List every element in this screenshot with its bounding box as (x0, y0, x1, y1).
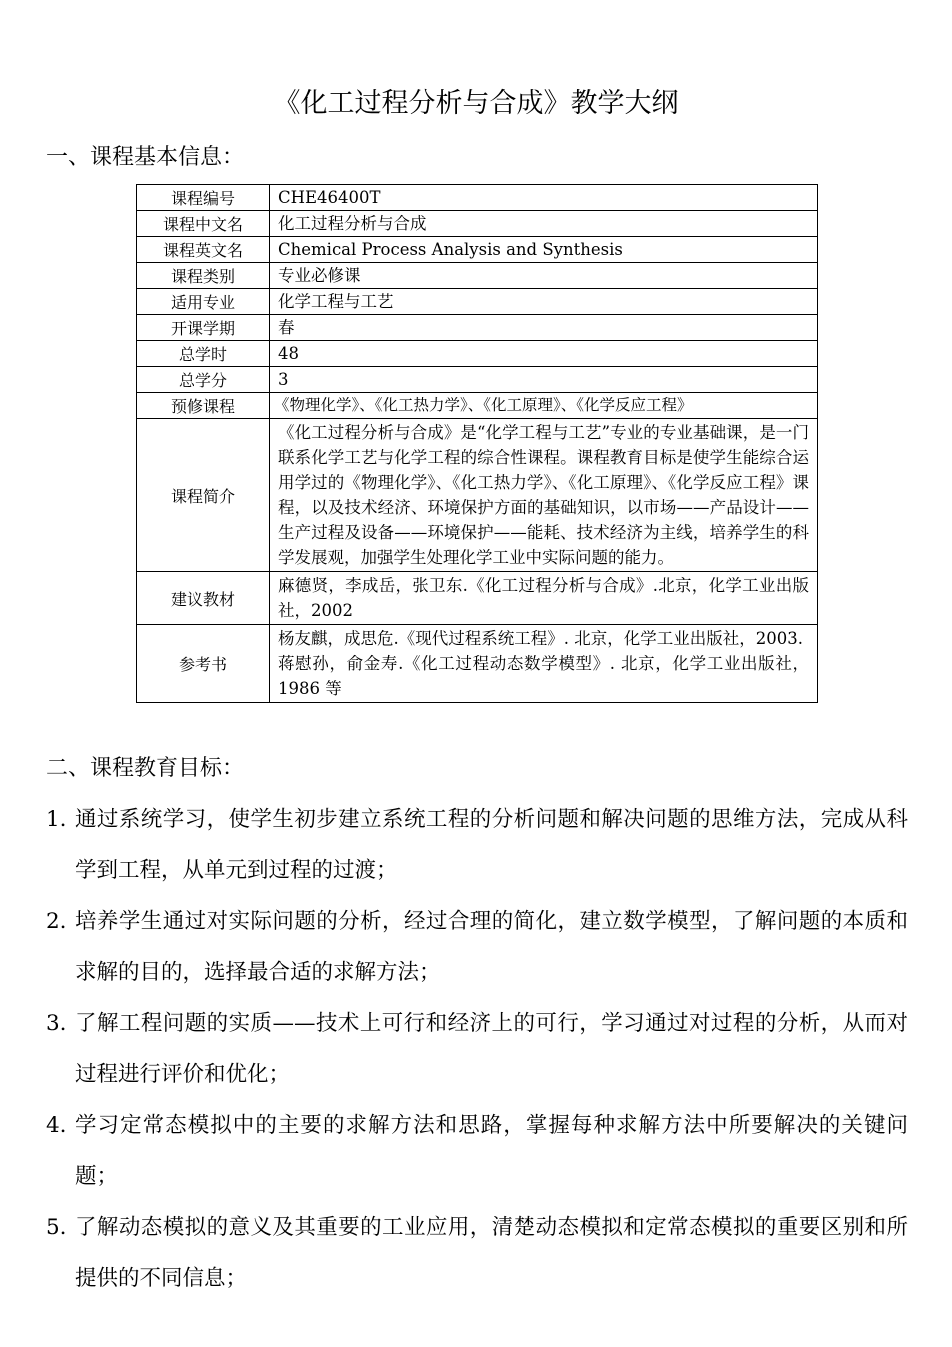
info-key: 课程类别 (137, 263, 270, 289)
reference-entry: 蒋慰孙，俞金寿.《化工过程动态数学模型》. 北京，化学工业出版社，1986 等 (278, 654, 809, 698)
info-key: 课程编号 (137, 185, 270, 211)
objective-text: 了解动态模拟的意义及其重要的工业应用，清楚动态模拟和定常态模拟的重要区别和所提供的不同信息； (75, 1215, 908, 1291)
info-row-textbook (137, 572, 818, 625)
info-row-english-name (137, 237, 818, 263)
info-key: 课程中文名 (137, 211, 270, 237)
reference-entry: 杨友麒，成思危.《现代过程系统工程》. 北京，化学工业出版社，2003. (278, 629, 803, 648)
section-heading-basic-info: 一、课程基本信息： (46, 145, 245, 170)
info-row-references (137, 625, 818, 703)
info-value: 化工过程分析与合成 (270, 211, 818, 237)
objective-text: 了解工程问题的实质——技术上可行和经济上的可行，学习通过对过程的分析，从而对过程进行评价和优化； (75, 1011, 908, 1087)
objective-text: 通过系统学习，使学生初步建立系统工程的分析问题和解决问题的思维方法，完成从科学到工程，从单元到过程的过渡； (75, 807, 908, 883)
info-value: 《物理化学》、《化工热力学》、《化工原理》、《化学反应工程》 (270, 393, 818, 419)
info-row-total-hours (137, 341, 818, 367)
info-row-major (137, 289, 818, 315)
info-row-prerequisites (137, 393, 818, 419)
objective-number: 3. (46, 1011, 67, 1036)
info-key: 总学分 (137, 367, 270, 393)
objective-item (46, 1202, 908, 1304)
info-value: 3 (270, 367, 818, 393)
info-row-chinese-name (137, 211, 818, 237)
objective-text: 学习定常态模拟中的主要的求解方法和思路，掌握每种求解方法中所要解决的关键问题； (75, 1113, 908, 1189)
info-row-semester (137, 315, 818, 341)
info-value: Chemical Process Analysis and Synthesis (270, 237, 818, 263)
objective-text: 培养学生通过对实际问题的分析，经过合理的简化，建立数学模型，了解问题的本质和求解的目的，选择最合适的求解方法； (75, 909, 908, 985)
objective-number: 5. (46, 1215, 67, 1240)
info-value: 48 (270, 341, 818, 367)
objective-item (46, 794, 908, 896)
info-value-references (270, 625, 818, 703)
info-key: 课程简介 (137, 419, 270, 572)
info-key: 课程英文名 (137, 237, 270, 263)
info-value: CHE46400T (270, 185, 818, 211)
course-info-table (136, 184, 818, 703)
info-row-description (137, 419, 818, 572)
objectives-list (46, 794, 908, 1304)
objective-item (46, 998, 908, 1100)
info-key: 预修课程 (137, 393, 270, 419)
info-value: 化学工程与工艺 (270, 289, 818, 315)
info-value: 《化工过程分析与合成》是“化学工程与工艺”专业的专业基础课，是一门联系化学工艺与化学工程的综合性课程。课程教育目标是使学生能综合运用学过的《物理化学》、《化工热力学》、《化工原理》、《化学反应工程》课程，以及技术经济、环境保护方面的基础知识，以市场——产品设计——生产过程及设备——环境保护——能耗、技术经济为主线，培养学生的科学发展观，加强学生处理化学工业中实际问题的能力。 (270, 419, 818, 572)
info-key: 建议教材 (137, 572, 270, 625)
info-key: 适用专业 (137, 289, 270, 315)
info-value: 春 (270, 315, 818, 341)
info-row-category (137, 263, 818, 289)
section-heading-objectives: 二、课程教育目标： (46, 756, 245, 781)
info-key: 参考书 (137, 625, 270, 703)
page-title: 《化工过程分析与合成》教学大纲 (273, 88, 679, 119)
info-row-total-credits (137, 367, 818, 393)
objective-number: 2. (46, 909, 67, 934)
info-value: 专业必修课 (270, 263, 818, 289)
info-key: 总学时 (137, 341, 270, 367)
objective-item (46, 896, 908, 998)
info-value: 麻德贤，李成岳，张卫东.《化工过程分析与合成》.北京，化学工业出版社，2002 (270, 572, 818, 625)
objective-item (46, 1100, 908, 1202)
info-key: 开课学期 (137, 315, 270, 341)
objective-number: 4. (46, 1113, 67, 1138)
objective-number: 1. (46, 807, 67, 832)
info-row-course-code (137, 185, 818, 211)
